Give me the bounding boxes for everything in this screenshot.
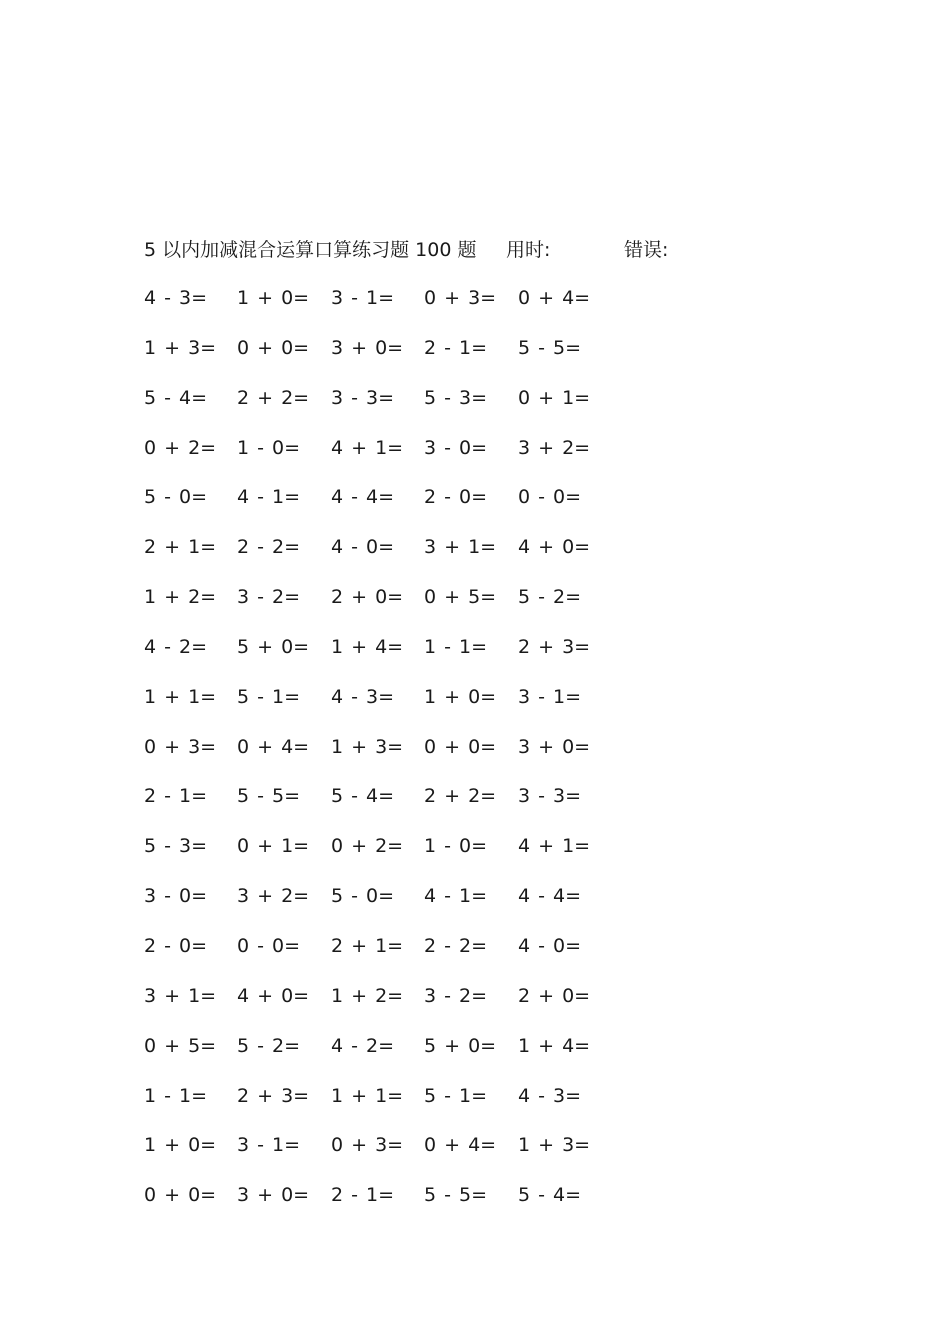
problem-item: 0 + 0= [237, 336, 310, 359]
problem-item: 2 + 1= [144, 536, 217, 559]
problem-item: 5 - 5= [424, 1184, 488, 1207]
problem-item: 0 + 4= [237, 735, 310, 758]
problem-item: 0 + 1= [237, 835, 310, 858]
problem-item: 4 - 2= [331, 1034, 395, 1057]
problem-item: 1 + 3= [144, 336, 217, 359]
worksheet-title: 5 以内加减混合运算口算练习题 100 题 [144, 239, 477, 261]
problem-item: 0 + 4= [518, 287, 591, 309]
problem-item: 3 - 1= [331, 287, 395, 309]
problem-item: 0 + 3= [144, 735, 217, 758]
problem-item: 2 - 1= [144, 785, 208, 808]
problem-item: 3 - 0= [144, 885, 208, 908]
problem-item: 0 + 0= [144, 1184, 217, 1207]
problem-item: 2 - 2= [424, 934, 488, 957]
problem-item: 1 + 0= [424, 685, 497, 708]
problem-item: 1 + 4= [518, 1034, 591, 1057]
problem-item: 5 - 1= [424, 1084, 488, 1107]
problem-item: 3 + 2= [237, 885, 310, 908]
problem-item: 2 + 0= [518, 984, 591, 1007]
errors-label: 错误: [624, 239, 669, 261]
problem-item: 4 - 2= [144, 635, 208, 658]
problem-item: 1 - 0= [424, 835, 488, 858]
problem-item: 1 - 1= [424, 635, 488, 658]
problem-item: 5 - 5= [237, 785, 301, 808]
problem-item: 0 + 3= [331, 1134, 404, 1157]
problem-item: 3 - 1= [518, 685, 582, 708]
problem-item: 5 - 4= [144, 386, 208, 409]
problem-item: 4 + 1= [518, 835, 591, 858]
problem-item: 3 + 1= [424, 536, 497, 559]
problem-item: 1 + 2= [331, 984, 404, 1007]
problem-item: 2 + 1= [331, 934, 404, 957]
problem-item: 3 - 0= [424, 436, 488, 459]
problem-item: 3 - 3= [518, 785, 582, 808]
problem-item: 0 + 5= [424, 586, 497, 609]
problem-item: 2 + 3= [518, 635, 591, 658]
problem-item: 4 - 3= [331, 685, 395, 708]
problem-item: 4 - 1= [237, 486, 301, 509]
problem-item: 5 - 2= [237, 1034, 301, 1057]
problem-item: 2 - 2= [237, 536, 301, 559]
problem-item: 0 - 0= [237, 934, 301, 957]
problem-item: 0 + 4= [424, 1134, 497, 1157]
problem-item: 0 - 0= [518, 486, 582, 509]
problem-item: 2 + 3= [237, 1084, 310, 1107]
problem-item: 4 - 1= [424, 885, 488, 908]
problem-item: 3 - 1= [237, 1134, 301, 1157]
problem-item: 3 + 0= [237, 1184, 310, 1207]
problem-item: 3 - 3= [331, 386, 395, 409]
problem-item: 3 - 2= [237, 586, 301, 609]
problem-item: 5 - 5= [518, 336, 582, 359]
problem-item: 4 - 0= [518, 934, 582, 957]
problem-item: 0 + 2= [331, 835, 404, 858]
problem-item: 5 + 0= [237, 635, 310, 658]
problem-item: 4 - 3= [144, 287, 208, 309]
problem-item: 5 - 1= [237, 685, 301, 708]
problem-item: 1 + 2= [144, 586, 217, 609]
problem-item: 2 - 1= [331, 1184, 395, 1207]
problem-item: 4 - 0= [331, 536, 395, 559]
problem-item: 5 + 0= [424, 1034, 497, 1057]
problem-item: 5 - 4= [331, 785, 395, 808]
problem-item: 2 - 0= [424, 486, 488, 509]
problem-item: 1 + 1= [331, 1084, 404, 1107]
problem-item: 1 + 1= [144, 685, 217, 708]
problem-item: 5 - 3= [144, 835, 208, 858]
problem-item: 4 + 0= [237, 984, 310, 1007]
problem-item: 4 + 0= [518, 536, 591, 559]
problem-item: 2 + 0= [331, 586, 404, 609]
problem-item: 5 - 0= [331, 885, 395, 908]
problem-item: 3 + 1= [144, 984, 217, 1007]
problem-item: 1 - 1= [144, 1084, 208, 1107]
problem-item: 3 + 0= [518, 735, 591, 758]
problem-item: 1 + 0= [144, 1134, 217, 1157]
problem-item: 4 - 3= [518, 1084, 582, 1107]
problem-item: 3 - 2= [424, 984, 488, 1007]
problem-item: 5 - 4= [518, 1184, 582, 1207]
problem-item: 4 - 4= [518, 885, 582, 908]
problem-item: 0 + 3= [424, 287, 497, 309]
problem-item: 3 + 2= [518, 436, 591, 459]
problem-item: 4 + 1= [331, 436, 404, 459]
problem-item: 2 - 0= [144, 934, 208, 957]
problem-item: 0 + 2= [144, 436, 217, 459]
problem-item: 3 + 0= [331, 336, 404, 359]
problem-item: 2 - 1= [424, 336, 488, 359]
problem-item: 4 - 4= [331, 486, 395, 509]
problem-item: 1 + 3= [518, 1134, 591, 1157]
problem-item: 5 - 2= [518, 586, 582, 609]
problem-item: 2 + 2= [424, 785, 497, 808]
problem-item: 1 + 0= [237, 287, 310, 309]
problem-item: 1 - 0= [237, 436, 301, 459]
problem-item: 5 - 3= [424, 386, 488, 409]
problem-item: 0 + 5= [144, 1034, 217, 1057]
problem-item: 5 - 0= [144, 486, 208, 509]
time-used-label: 用时: [506, 239, 551, 261]
problem-item: 1 + 3= [331, 735, 404, 758]
problem-item: 1 + 4= [331, 635, 404, 658]
problem-item: 2 + 2= [237, 386, 310, 409]
problem-item: 0 + 0= [424, 735, 497, 758]
problem-item: 0 + 1= [518, 386, 591, 409]
